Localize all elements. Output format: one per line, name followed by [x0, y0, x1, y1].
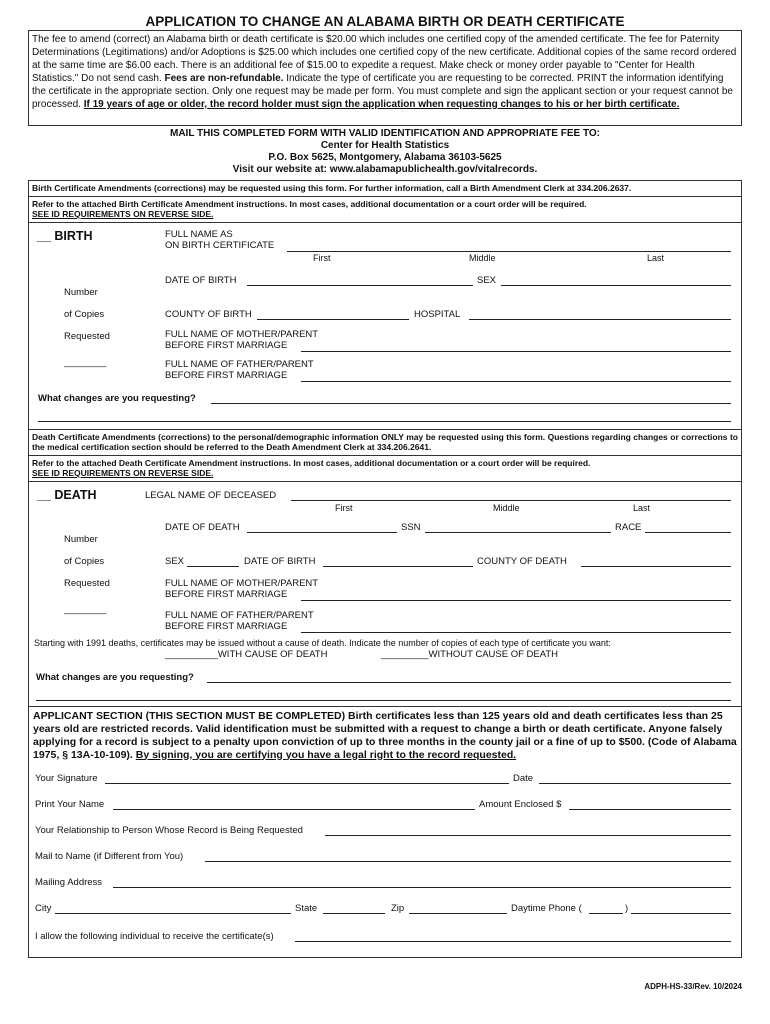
- death-last-hint: Last: [633, 502, 651, 513]
- applicant-fields: [29, 765, 741, 957]
- death-section: [28, 430, 742, 707]
- death-legal-name-input[interactable]: [291, 500, 731, 501]
- birth-mother-label-2: BEFORE FIRST MARRIAGE: [165, 339, 288, 351]
- mail-line-3: P.O. Box 5625, Montgomery, Alabama 36103-5625: [268, 152, 502, 163]
- zip-label: Zip: [391, 902, 405, 914]
- amount-input[interactable]: [569, 809, 731, 810]
- death-father-label-2: BEFORE FIRST MARRIAGE: [165, 620, 288, 632]
- birth-fullname-label-1: FULL NAME AS: [165, 228, 233, 240]
- death-county-input[interactable]: [581, 566, 731, 567]
- death-changes-input[interactable]: [207, 682, 731, 683]
- death-number-label: Number: [64, 533, 98, 545]
- intro-bold: Fees are non-refundable.: [164, 73, 284, 84]
- death-fields: [29, 481, 741, 706]
- intro-text-2: Indicate the type of certificate you are requesting to be corrected. PRINT the information identifying the certificate in the appropriate section. Only one request may be made per form. You must complete and sign the applicant section or your request cannot be processed.: [32, 73, 733, 110]
- birth-sex-input[interactable]: [501, 285, 731, 286]
- birth-first-hint: First: [313, 252, 331, 263]
- birth-county-input[interactable]: [257, 319, 409, 320]
- print-name-input[interactable]: [113, 809, 475, 810]
- birth-requested-label: Requested: [64, 330, 110, 342]
- death-county-label: COUNTY OF DEATH: [477, 555, 567, 567]
- death-without-cause-input[interactable]: _________WITHOUT CAUSE OF DEATH: [381, 648, 559, 660]
- birth-checkbox-label[interactable]: __ BIRTH: [37, 228, 93, 243]
- applicant-section: [28, 707, 742, 958]
- city-label: City: [35, 902, 52, 914]
- death-ssn-label: SSN: [401, 521, 421, 533]
- print-name-label: Print Your Name: [35, 798, 105, 810]
- birth-hospital-label: HOSPITAL: [414, 308, 461, 320]
- death-note-2: Refer to the attached Death Certificate Amendment instructions. In most cases, additional documentation or a court order will be required.: [32, 457, 591, 468]
- death-note-1: Death Certificate Amendments (corrections) to the personal/demographic information ONLY may be requested using this form. Questions regarding changes or corrections to the medical certification section should be referred to the Death Amendment Clerk at 334.206.2641.: [32, 431, 738, 452]
- death-note: [29, 430, 741, 456]
- mail-to-input[interactable]: [205, 861, 731, 862]
- birth-hospital-input[interactable]: [469, 319, 731, 320]
- death-copies-input[interactable]: ________: [64, 603, 107, 615]
- applicant-underlined: By signing, you are certifying you have a legal right to the record requested.: [135, 748, 517, 761]
- death-sex-input[interactable]: [187, 566, 239, 567]
- death-mother-label-1: FULL NAME OF MOTHER/PARENT: [165, 577, 319, 589]
- birth-note-1: Birth Certificate Amendments (corrections) may be requested using this form. For further information, call a Birth Amendment Clerk at 334.206.2637.: [32, 183, 632, 193]
- state-input[interactable]: [323, 913, 385, 914]
- birth-number-label: Number: [64, 286, 98, 298]
- applicant-notice: [29, 707, 741, 765]
- date-label: Date: [513, 772, 534, 784]
- birth-changes-input[interactable]: [211, 403, 731, 404]
- birth-last-hint: Last: [647, 252, 665, 263]
- death-dod-label: DATE OF DEATH: [165, 521, 240, 533]
- birth-changes-input-2[interactable]: [38, 421, 731, 422]
- birth-dob-input[interactable]: [247, 285, 473, 286]
- death-dod-input[interactable]: [247, 532, 397, 533]
- birth-sex-label: SEX: [477, 274, 497, 286]
- mail-instructions: [28, 126, 742, 180]
- birth-fullname-label-2: ON BIRTH CERTIFICATE: [165, 239, 275, 251]
- death-ofcopies-label: of Copies: [64, 555, 105, 567]
- death-note-b: [29, 456, 741, 481]
- mail-line-2: Center for Health Statistics: [320, 140, 450, 151]
- intro-underlined: If 19 years of age or older, the record holder must sign the application when requesting changes to his or her birth certificate.: [83, 99, 680, 110]
- death-note-3: SEE ID REQUIREMENTS ON REVERSE SIDE.: [32, 468, 214, 478]
- death-race-input[interactable]: [645, 532, 731, 533]
- death-father-input[interactable]: [301, 632, 731, 633]
- phone-label: Daytime Phone (: [511, 902, 582, 914]
- death-ssn-input[interactable]: [425, 532, 611, 533]
- form-number: ADPH-HS-33/Rev. 10/2024: [644, 982, 742, 991]
- death-cause-note: Starting with 1991 deaths, certificates may be issued without a cause of death. Indicate the number of copies of each type of certificate you want:: [34, 637, 611, 648]
- zip-input[interactable]: [409, 913, 507, 914]
- mail-to-label: Mail to Name (if Different from You): [35, 850, 184, 862]
- death-dob-input[interactable]: [323, 566, 473, 567]
- birth-dob-label: DATE OF BIRTH: [165, 274, 237, 286]
- birth-county-label: COUNTY OF BIRTH: [165, 308, 252, 320]
- intro-box: [28, 30, 742, 126]
- signature-label: Your Signature: [35, 772, 98, 784]
- application-form: [28, 14, 742, 991]
- birth-section: [28, 180, 742, 430]
- death-race-label: RACE: [615, 521, 642, 533]
- death-requested-label: Requested: [64, 577, 110, 589]
- amount-label: Amount Enclosed $: [479, 798, 562, 810]
- phone-input[interactable]: [631, 913, 731, 914]
- birth-changes-label: What changes are you requesting?: [38, 392, 196, 404]
- mailing-address-label: Mailing Address: [35, 876, 103, 888]
- birth-father-label-2: BEFORE FIRST MARRIAGE: [165, 369, 288, 381]
- mailing-address-input[interactable]: [113, 887, 731, 888]
- form-title: APPLICATION TO CHANGE AN ALABAMA BIRTH OR DEATH CERTIFICATE: [145, 14, 625, 29]
- death-middle-hint: Middle: [493, 502, 520, 513]
- birth-ofcopies-label: of Copies: [64, 308, 105, 320]
- applicant-text: APPLICANT SECTION (THIS SECTION MUST BE COMPLETED) Birth certificates less than 125 years old and death certificates less than 25 years old are restricted records. Valid identification must be submitted with a request to change a birth or death certificate. Anyone falsely applying for a record is subject to a penalty upon conviction of up to three months in the county jail or a fine of up to $500. (Code of Alabama 1975, § 13A-10-109).: [33, 709, 737, 761]
- mail-line-4: Visit our website at: www.alabamapublichealth.gov/vitalrecords.: [232, 164, 538, 175]
- birth-fullname-input[interactable]: [287, 251, 731, 252]
- mail-line-1: MAIL THIS COMPLETED FORM WITH VALID IDENTIFICATION AND APPROPRIATE FEE TO:: [170, 128, 600, 139]
- state-label: State: [295, 902, 318, 914]
- date-input[interactable]: [539, 783, 731, 784]
- death-sex-label: SEX: [165, 555, 185, 567]
- birth-note-3: SEE ID REQUIREMENTS ON REVERSE SIDE.: [32, 209, 214, 219]
- death-changes-label: What changes are you requesting?: [36, 671, 194, 683]
- death-changes-input-2[interactable]: [36, 700, 731, 701]
- birth-mother-label-1: FULL NAME OF MOTHER/PARENT: [165, 328, 319, 340]
- death-legal-name-label: LEGAL NAME OF DECEASED: [145, 489, 277, 501]
- phone-area-input[interactable]: [589, 913, 623, 914]
- birth-note-b: [29, 197, 741, 222]
- death-father-label-1: FULL NAME OF FATHER/PARENT: [165, 609, 314, 621]
- death-first-hint: First: [335, 502, 353, 513]
- death-dob-label: DATE OF BIRTH: [244, 555, 316, 567]
- death-mother-input[interactable]: [301, 600, 731, 601]
- birth-middle-hint: Middle: [469, 252, 496, 263]
- city-input[interactable]: [55, 913, 291, 914]
- birth-father-input[interactable]: [301, 381, 731, 382]
- birth-note-2: Refer to the attached Birth Certificate Amendment instructions. In most cases, additional documentation or a court order will be required.: [32, 198, 587, 209]
- birth-mother-input[interactable]: [301, 351, 731, 352]
- birth-copies-input[interactable]: ________: [64, 356, 107, 368]
- phone-close-label: ): [625, 902, 629, 914]
- relationship-input[interactable]: [325, 835, 731, 836]
- birth-father-label-1: FULL NAME OF FATHER/PARENT: [165, 358, 314, 370]
- death-mother-label-2: BEFORE FIRST MARRIAGE: [165, 588, 288, 600]
- death-with-cause-input[interactable]: __________WITH CAUSE OF DEATH: [165, 648, 328, 660]
- signature-input[interactable]: [105, 783, 509, 784]
- relationship-label: Your Relationship to Person Whose Record is Being Requested: [35, 824, 303, 836]
- birth-fields: [29, 222, 741, 429]
- intro-text-1: The fee to amend (correct) an Alabama birth or death certificate is $20.00 which includes one certified copy of the amended certificate. The fee for Paternity Determinations (Legitimations) and/or Adoptions is $25.00 which includes one certified copy of the new certificate. Additional copies of the same record ordered at the same time are $6.00 each. There is an additional fee of $15.00 to expedite a request. Make check or money order payable to "Center for Health Statistics." Do not send cash.: [32, 34, 737, 84]
- allow-input[interactable]: [295, 941, 731, 942]
- death-checkbox-label[interactable]: __ DEATH: [37, 487, 97, 502]
- birth-note: [29, 181, 741, 197]
- allow-label: I allow the following individual to receive the certificate(s): [35, 930, 274, 942]
